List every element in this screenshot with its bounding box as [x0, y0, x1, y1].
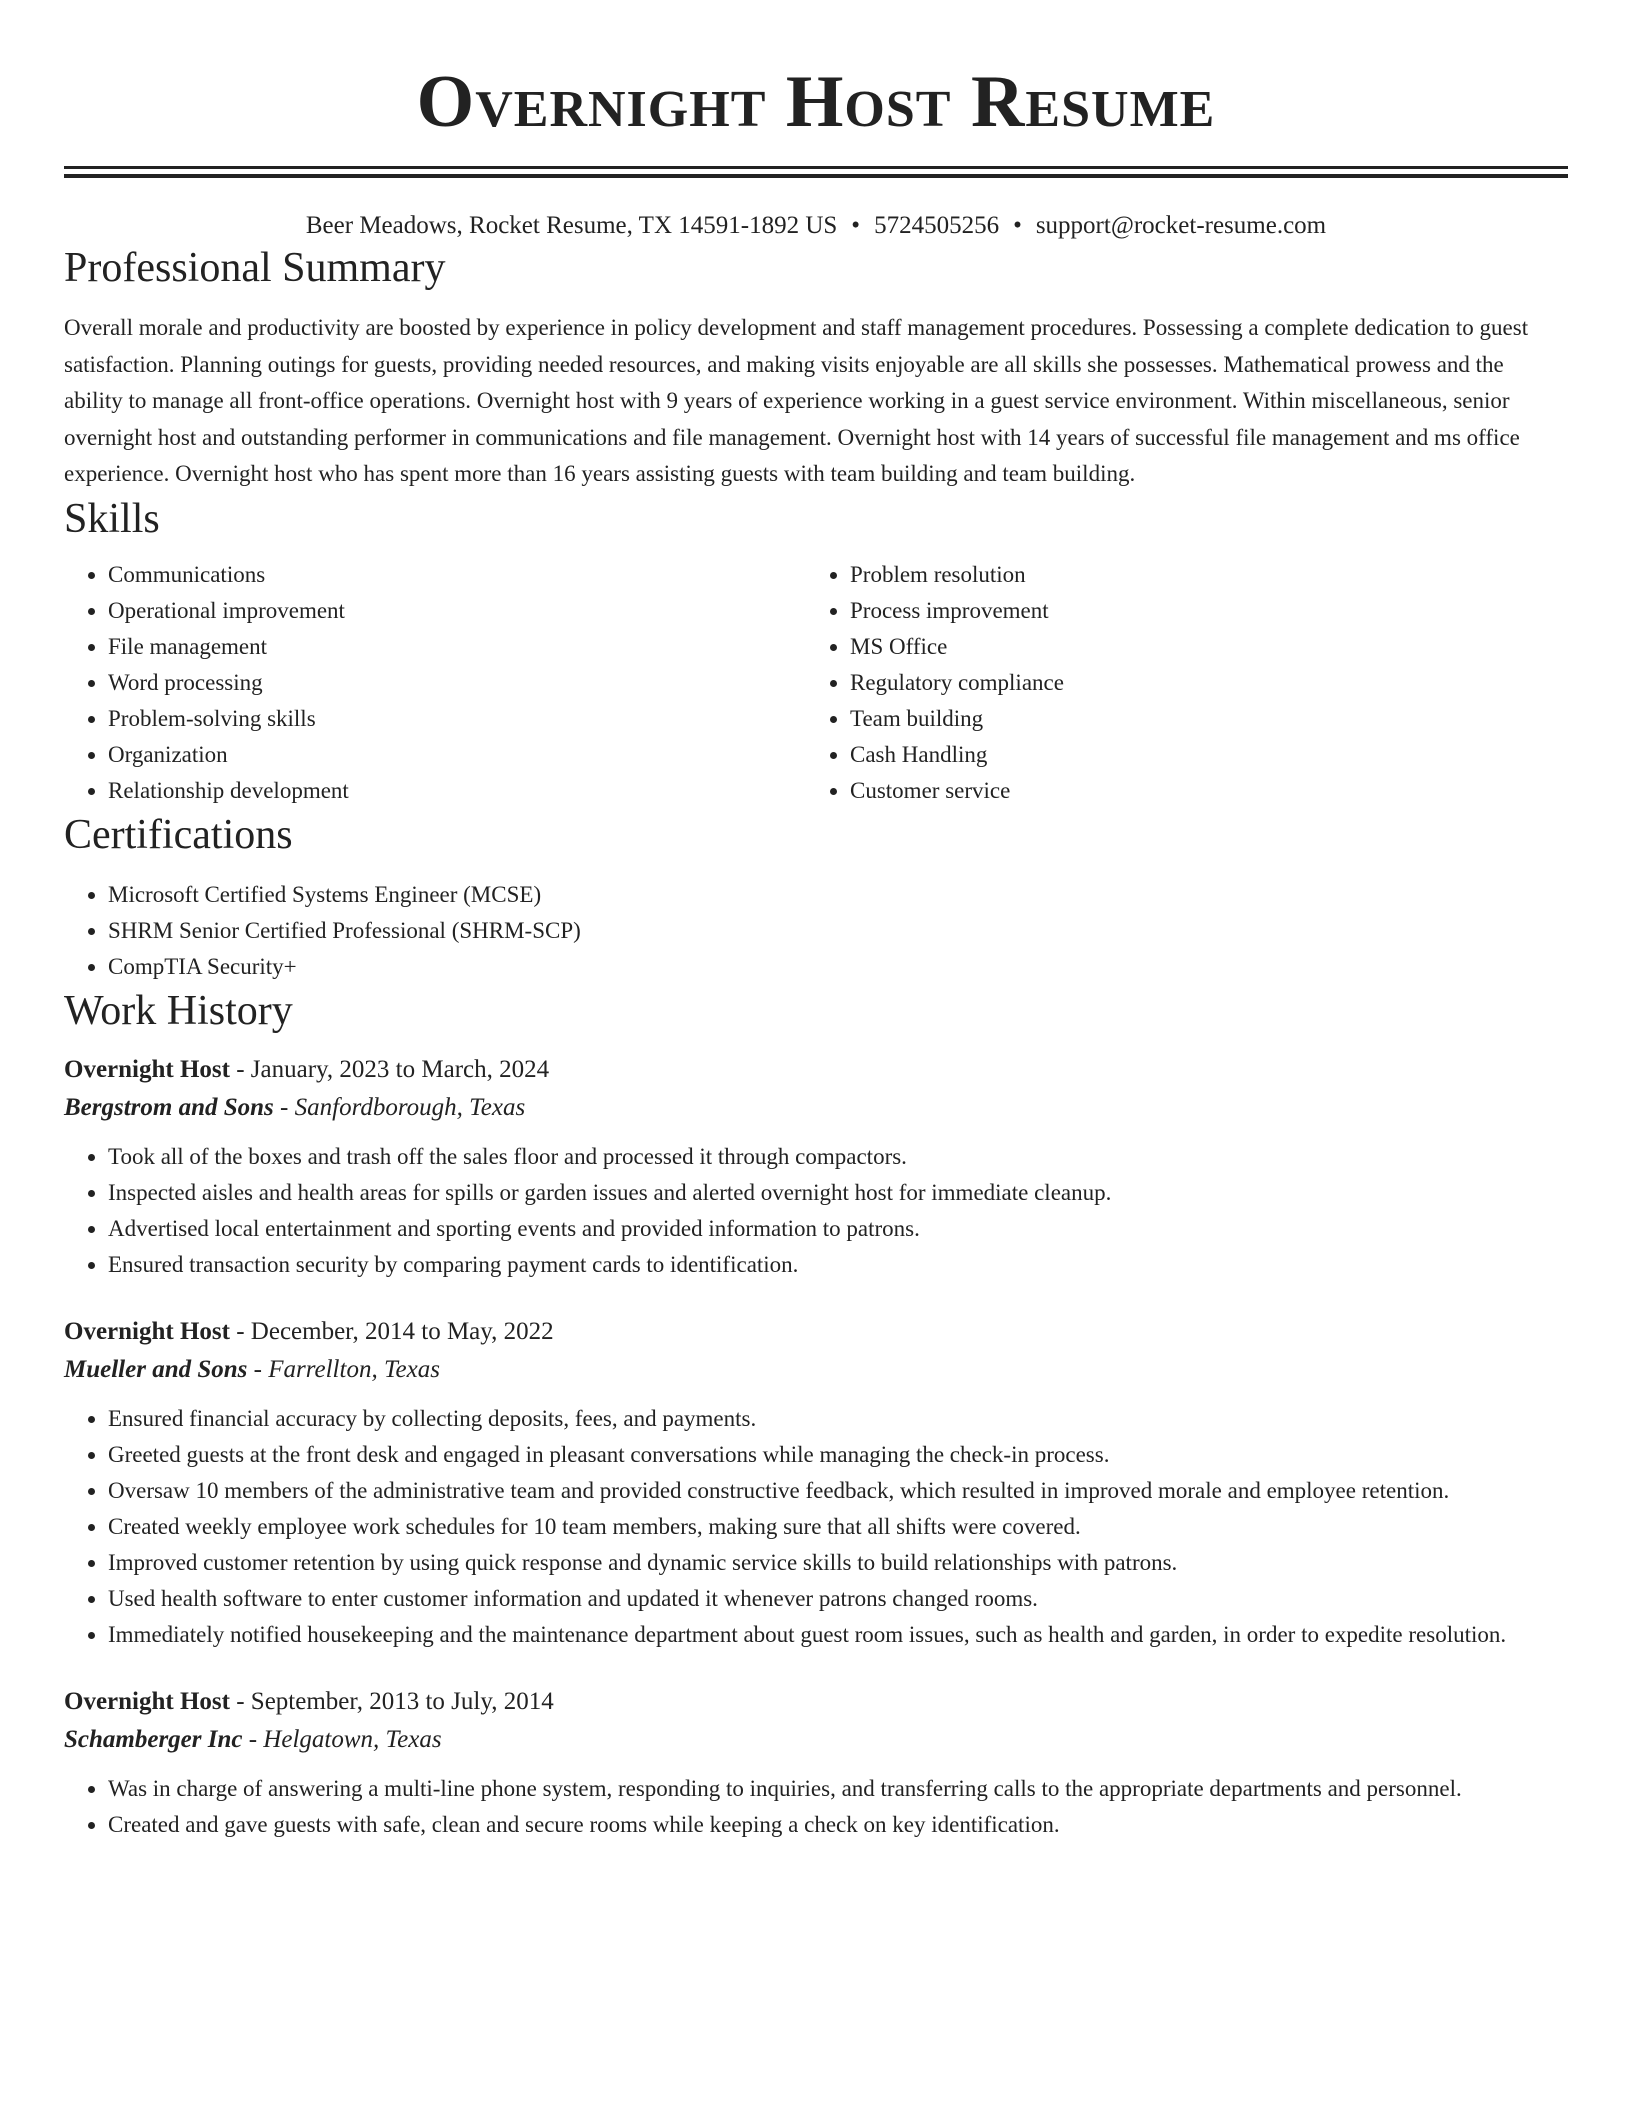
- job-company-line: [64, 1351, 1568, 1389]
- job-duty-item: • Greeted guests at the front desk and engaged in pleasant conversations while managing the check-in process.: [108, 1437, 1568, 1473]
- skills-list-right: [806, 557, 1548, 809]
- work-history-heading: Work History: [64, 987, 293, 1034]
- contact-phone: 5724505256: [874, 212, 1000, 239]
- job-company-line: [64, 1721, 1568, 1759]
- skills-columns: [64, 557, 1568, 809]
- job-duty-item: • Took all of the boxes and trash off the sales floor and processed it through compactors.: [108, 1139, 1568, 1175]
- certification-item: • CompTIA Security+: [108, 949, 1568, 985]
- job-entry: [64, 1313, 1568, 1653]
- summary-text: Overall morale and productivity are boosted by experience in policy development and staff management procedures. Possessing a complete dedication to guest satisfaction. Planning outings for guests, providing needed resources, and making visits enjoyable are all skills she possesses. Mathematical prowess and the ability to manage all front-office operations. Overnight host with 9 years of experience working in a guest service environment. Within miscellaneous, senior overnight host and outstanding performer in communications and file management. Overnight host with 14 years of successful file management and ms office experience. Overnight host who has spent more than 16 years assisting guests with team building and team building.: [64, 315, 1529, 486]
- job-role: Overnight Host: [64, 1687, 230, 1715]
- job-location: - Helgatown, Texas: [242, 1725, 442, 1753]
- resume-title: Overnight Host Resume: [416, 61, 1216, 143]
- skills-list-left: [64, 557, 806, 809]
- certifications-heading: Certifications: [64, 811, 293, 858]
- certification-item: • SHRM Senior Certified Professional (SHRM-SCP): [108, 913, 1568, 949]
- job-duty-item: • Ensured transaction security by comparing payment cards to identification.: [108, 1247, 1568, 1283]
- job-dates: - September, 2013 to July, 2014: [229, 1687, 554, 1715]
- contact-email: support@rocket-resume.com: [1035, 212, 1327, 239]
- job-duty-item: • Ensured financial accuracy by collecting deposits, fees, and payments.: [108, 1401, 1568, 1437]
- job-location: - Farrellton, Texas: [247, 1355, 440, 1383]
- contact-separator: •: [851, 212, 861, 239]
- skill-item: • Problem resolution: [850, 557, 1548, 593]
- skill-item: • Word processing: [108, 665, 806, 701]
- job-title-line: [64, 1313, 1568, 1351]
- job-duties-list: [64, 1139, 1568, 1283]
- job-company: Mueller and Sons: [64, 1355, 248, 1383]
- job-duty-item: • Oversaw 10 members of the administrative team and provided constructive feedback, which resulted in improved morale and employee retention.: [108, 1473, 1568, 1509]
- skill-item: • Team building: [850, 701, 1548, 737]
- title-divider-bottom: [64, 174, 1568, 178]
- job-dates: - January, 2023 to March, 2024: [229, 1055, 550, 1083]
- job-entry: [64, 1683, 1568, 1843]
- certifications-list: [64, 877, 1568, 985]
- job-duty-item: • Used health software to enter customer information and updated it whenever patrons changed rooms.: [108, 1581, 1568, 1617]
- job-role: Overnight Host: [64, 1317, 230, 1345]
- job-title-line: [64, 1051, 1568, 1089]
- skill-item: • Relationship development: [108, 773, 806, 809]
- skills-heading: Skills: [64, 495, 160, 542]
- job-duties-list: [64, 1771, 1568, 1843]
- job-dates: - December, 2014 to May, 2022: [229, 1317, 554, 1345]
- summary-heading: Professional Summary: [64, 245, 446, 291]
- contact-address: Beer Meadows, Rocket Resume, TX 14591-1892 US: [305, 212, 838, 239]
- skill-item: • Customer service: [850, 773, 1548, 809]
- skill-item: • Process improvement: [850, 593, 1548, 629]
- work-history-list: [64, 1051, 1568, 1843]
- job-company: Schamberger Inc: [64, 1725, 243, 1753]
- job-duty-item: • Advertised local entertainment and sporting events and provided information to patrons.: [108, 1211, 1568, 1247]
- skill-item: • Problem-solving skills: [108, 701, 806, 737]
- job-title-line: [64, 1683, 1568, 1721]
- skill-item: • MS Office: [850, 629, 1548, 665]
- job-location: - Sanfordborough, Texas: [273, 1093, 526, 1121]
- job-duty-item: • Created and gave guests with safe, clean and secure rooms while keeping a check on key identification.: [108, 1807, 1568, 1843]
- skill-item: • Communications: [108, 557, 806, 593]
- job-role: Overnight Host: [64, 1055, 230, 1083]
- job-duty-item: • Was in charge of answering a multi-line phone system, responding to inquiries, and transferring calls to the appropriate departments and personnel.: [108, 1771, 1568, 1807]
- contact-line: [64, 210, 1568, 242]
- job-duty-item: • Created weekly employee work schedules for 10 team members, making sure that all shifts were covered.: [108, 1509, 1568, 1545]
- job-company-line: [64, 1089, 1568, 1127]
- job-duties-list: [64, 1401, 1568, 1653]
- title-divider-top: [64, 166, 1568, 169]
- skills-column-left: [64, 557, 806, 809]
- certification-item: • Microsoft Certified Systems Engineer (MCSE): [108, 877, 1568, 913]
- skill-item: • Operational improvement: [108, 593, 806, 629]
- job-duty-item: • Improved customer retention by using quick response and dynamic service skills to build relationships with patrons.: [108, 1545, 1568, 1581]
- skill-item: • Regulatory compliance: [850, 665, 1548, 701]
- skills-column-right: [806, 557, 1548, 809]
- skill-item: • File management: [108, 629, 806, 665]
- job-duty-item: • Immediately notified housekeeping and the maintenance department about guest room issues, such as health and garden, in order to expedite resolution.: [108, 1617, 1568, 1653]
- skill-item: • Cash Handling: [850, 737, 1548, 773]
- job-entry: [64, 1051, 1568, 1283]
- job-company: Bergstrom and Sons: [64, 1093, 274, 1121]
- skill-item: • Organization: [108, 737, 806, 773]
- contact-separator: •: [1013, 212, 1022, 239]
- job-duty-item: • Inspected aisles and health areas for spills or garden issues and alerted overnight host for immediate cleanup.: [108, 1175, 1568, 1211]
